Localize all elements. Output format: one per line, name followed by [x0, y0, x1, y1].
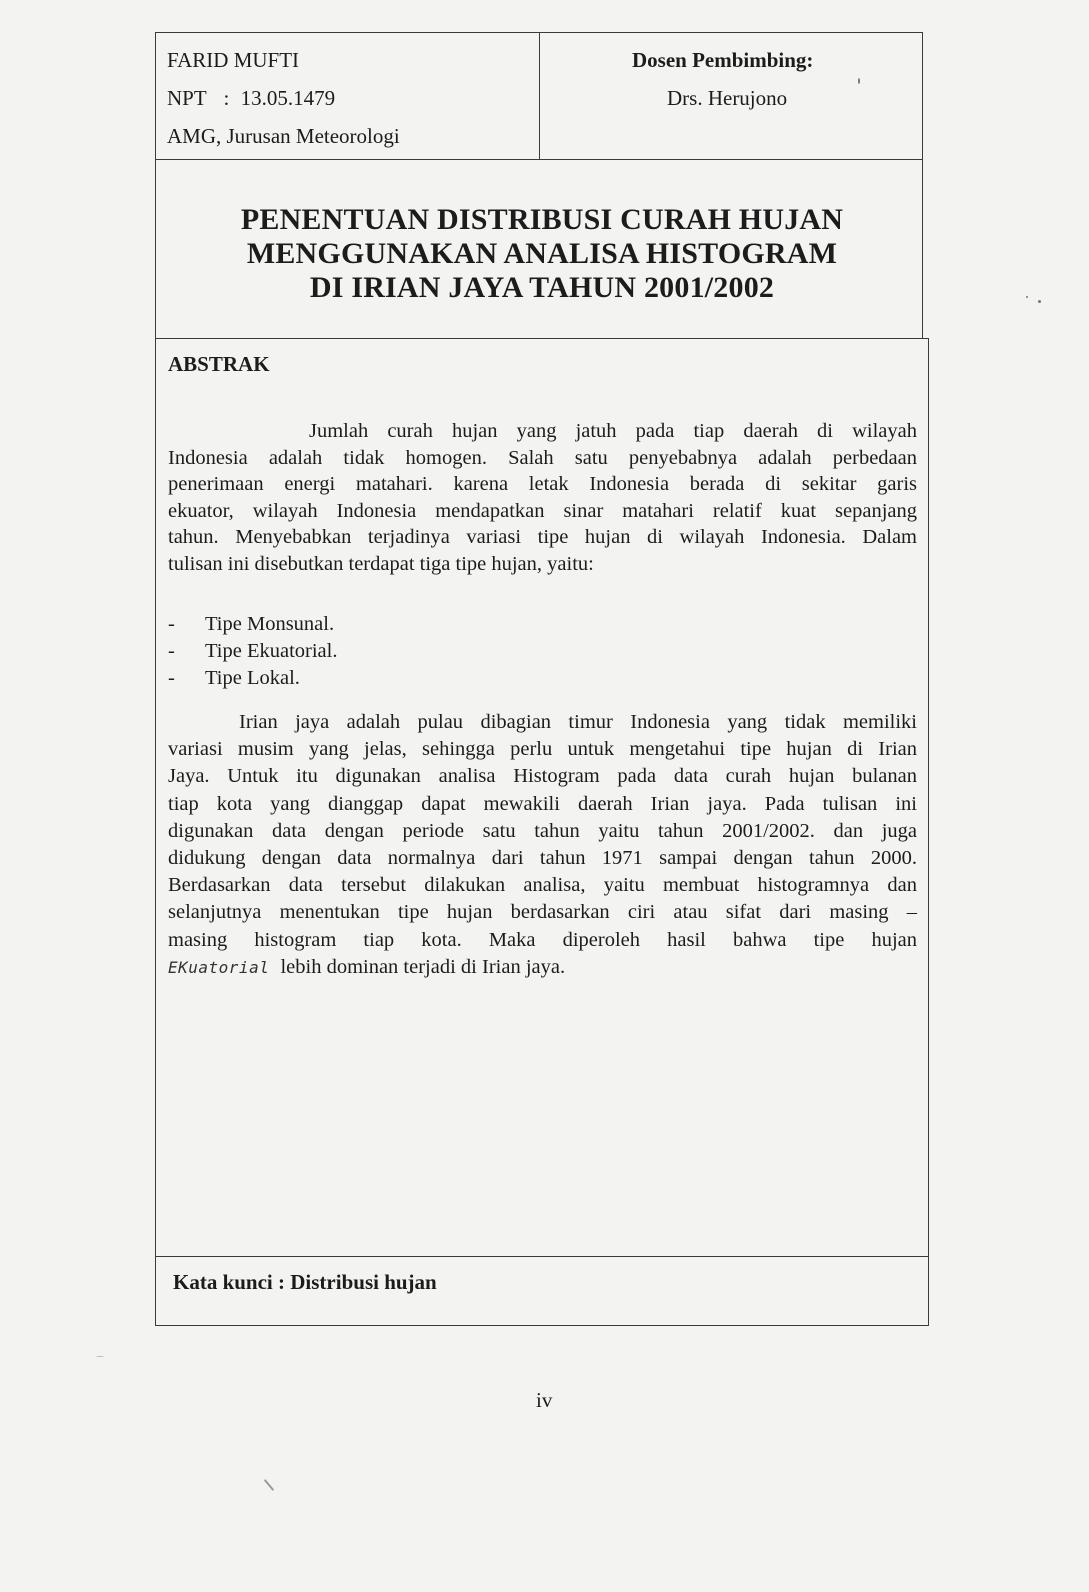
- p2-line: digunakan data dengan periode satu tahun yaitu tahun 2001/2002. dan juga: [168, 819, 917, 842]
- scan-speck: [1038, 300, 1041, 303]
- supervisor-name: Drs. Herujono: [667, 86, 788, 110]
- npt-label: NPT: [167, 86, 207, 110]
- p1-line: Jumlah curah hujan yang jatuh pada tiap daerah di wilayah: [309, 420, 917, 442]
- title-line-1: PENENTUAN DISTRIBUSI CURAH HUJAN: [240, 203, 844, 236]
- p2-line-end: lebih dominan terjadi di Irian jaya.: [280, 955, 566, 978]
- keywords-divider: [155, 1256, 929, 1257]
- abstract-paragraph-2: [168, 709, 917, 981]
- handwritten-annotation: EKuatorial: [168, 957, 270, 977]
- scan-speck: [96, 1356, 104, 1357]
- abstract-heading: ABSTRAK: [168, 352, 270, 376]
- p2-line: selanjutnya menentukan tipe hujan berdasarkan ciri atau sifat dari masing –: [168, 901, 917, 924]
- page-number: iv: [536, 1388, 553, 1412]
- npt-row: [167, 86, 335, 111]
- p2-line: masing histogram tiap kota. Maka diperoleh hasil bahwa tipe hujan: [168, 928, 917, 951]
- p1-line: ekuator, wilayah Indonesia mendapatkan sinar matahari relatif kuat sepanjang: [168, 499, 917, 522]
- p2-line: Berdasarkan data tersebut dilakukan analisa, yaitu membuat histogramnya dan: [168, 874, 917, 897]
- document-title: [160, 203, 924, 305]
- header-divider: [539, 32, 540, 160]
- p2-line: tiap kota yang dianggap dapat mewakili daerah Irian jaya. Pada tulisan ini: [168, 792, 917, 815]
- p2-line: didukung dengan data normalnya dari tahun 1971 sampai dengan tahun 2000.: [168, 847, 917, 870]
- rain-type-list: [168, 611, 337, 692]
- scan-speck: [1026, 296, 1028, 298]
- supervisor-label: Dosen Pembimbing:: [632, 48, 814, 72]
- title-line-2: MENGGUNAKAN ANALISA HISTOGRAM: [246, 237, 838, 270]
- p1-line: penerimaan energi matahari. karena letak Indonesia berada di sekitar garis: [168, 473, 917, 495]
- p2-line: Jaya. Untuk itu digunakan analisa Histogram pada data curah hujan bulanan: [168, 765, 917, 788]
- keywords: Kata kunci : Distribusi hujan: [173, 1270, 437, 1294]
- npt-value: 13.05.1479: [240, 86, 336, 110]
- p2-line: variasi musim yang jelas, sehingga perlu untuk mengetahui tipe hujan di Irian: [168, 738, 917, 761]
- scan-speck: [264, 1479, 275, 1491]
- p2-line: Irian jaya adalah pulau dibagian timur Indonesia yang tidak memiliki: [239, 711, 917, 733]
- list-item: - Tipe Monsunal.: [168, 613, 335, 635]
- p2-final-line: [168, 954, 917, 981]
- npt-separator: :: [223, 86, 230, 110]
- scan-speck: [858, 78, 860, 84]
- list-item: - Tipe Lokal.: [168, 667, 300, 689]
- p1-line: tahun. Menyebabkan terjadinya variasi tipe hujan di wilayah Indonesia. Dalam: [168, 526, 917, 548]
- affiliation: AMG, Jurusan Meteorologi: [167, 124, 400, 148]
- author-name: FARID MUFTI: [167, 48, 300, 72]
- p1-line: Indonesia adalah tidak homogen. Salah satu penyebabnya adalah perbedaan: [168, 446, 917, 469]
- p1-line: tulisan ini disebutkan terdapat tiga tipe hujan, yaitu:: [168, 552, 594, 575]
- list-item: - Tipe Ekuatorial.: [168, 640, 338, 662]
- abstract-paragraph-1: [168, 418, 917, 577]
- title-line-3: DI IRIAN JAYA TAHUN 2001/2002: [309, 271, 775, 304]
